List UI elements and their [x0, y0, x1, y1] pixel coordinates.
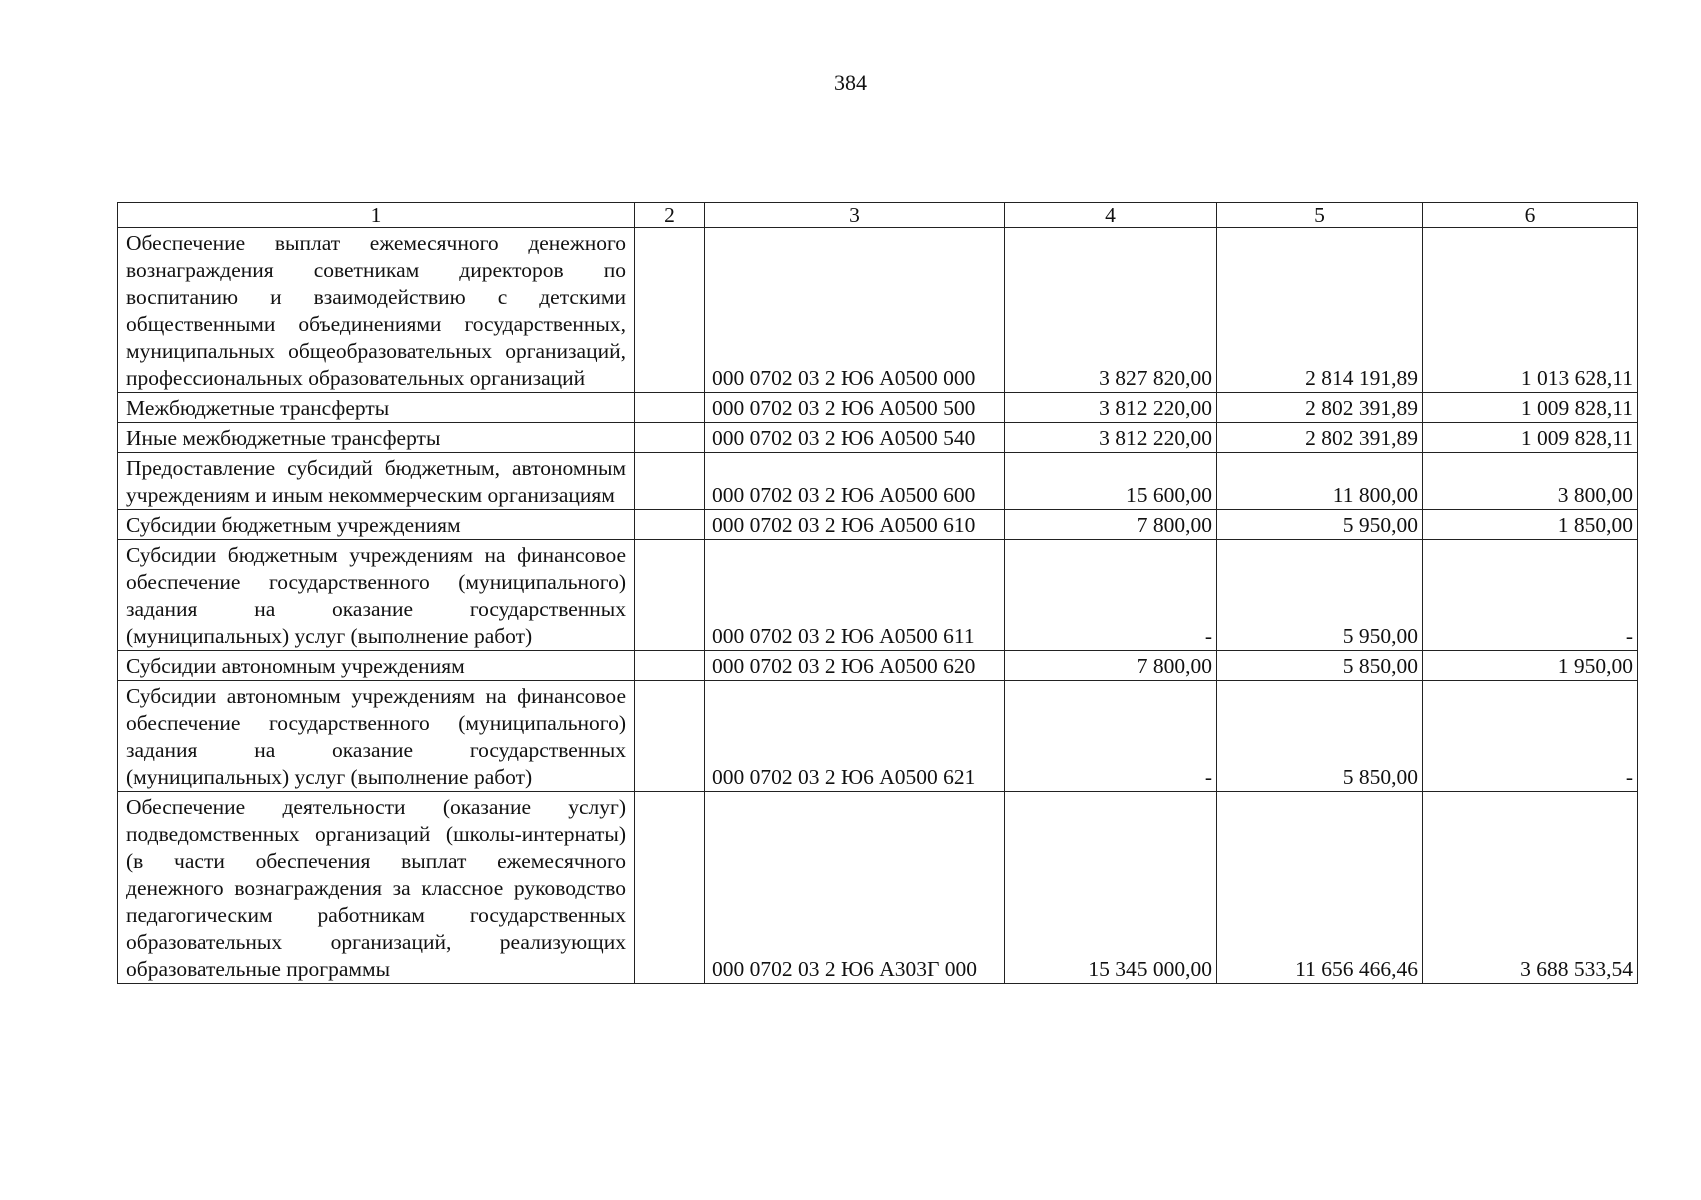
row-col6: 1 950,00	[1423, 651, 1638, 681]
row-code: 000 0702 03 2 Ю6 А0500 611	[705, 540, 1005, 651]
row-col5: 2 802 391,89	[1217, 393, 1423, 423]
row-col4: 3 812 220,00	[1005, 423, 1217, 453]
row-col2	[635, 393, 705, 423]
row-col6: 1 850,00	[1423, 510, 1638, 540]
row-col4: -	[1005, 540, 1217, 651]
column-header-6: 6	[1423, 203, 1638, 228]
column-header-5: 5	[1217, 203, 1423, 228]
row-col5: 2 814 191,89	[1217, 228, 1423, 393]
table-row	[118, 228, 1638, 393]
table-row	[118, 540, 1638, 651]
row-col4: 7 800,00	[1005, 651, 1217, 681]
row-name: Обеспечение выплат ежемесячного денежного вознаграждения советникам директоров по воспитанию и взаимодействию с детскими общественными объединениями государственных, муниципальных общеобразовательных организаций, профессиональных образовательных организаций	[118, 228, 635, 393]
row-col6: 1 009 828,11	[1423, 423, 1638, 453]
row-col4: -	[1005, 681, 1217, 792]
row-code: 000 0702 03 2 Ю6 А0500 000	[705, 228, 1005, 393]
row-col4: 7 800,00	[1005, 510, 1217, 540]
row-col2	[635, 453, 705, 510]
row-name: Предоставление субсидий бюджетным, автономным учреждениям и иным некоммерческим организациям	[118, 453, 635, 510]
row-code: 000 0702 03 2 Ю6 А0500 610	[705, 510, 1005, 540]
page-number: 384	[834, 70, 867, 95]
row-col6: 1 013 628,11	[1423, 228, 1638, 393]
row-col5: 5 950,00	[1217, 540, 1423, 651]
row-name: Субсидии автономным учреждениям на финансовое обеспечение государственного (муниципального) задания на оказание государственных (муниципальных) услуг (выполнение работ)	[118, 681, 635, 792]
row-name: Субсидии бюджетным учреждениям	[118, 510, 635, 540]
row-col2	[635, 681, 705, 792]
row-col2	[635, 651, 705, 681]
row-col5: 2 802 391,89	[1217, 423, 1423, 453]
row-col5: 5 850,00	[1217, 681, 1423, 792]
table-row	[118, 423, 1638, 453]
row-col6: -	[1423, 681, 1638, 792]
row-col4: 15 600,00	[1005, 453, 1217, 510]
row-col4: 3 812 220,00	[1005, 393, 1217, 423]
row-col5: 5 850,00	[1217, 651, 1423, 681]
row-col6: 1 009 828,11	[1423, 393, 1638, 423]
table-row	[118, 510, 1638, 540]
table-row	[118, 393, 1638, 423]
header-row	[118, 203, 1638, 228]
row-code: 000 0702 03 2 Ю6 А0500 500	[705, 393, 1005, 423]
row-col2	[635, 423, 705, 453]
row-col5: 11 656 466,46	[1217, 792, 1423, 984]
row-col6: -	[1423, 540, 1638, 651]
row-name: Субсидии автономным учреждениям	[118, 651, 635, 681]
column-header-3: 3	[705, 203, 1005, 228]
row-col5: 11 800,00	[1217, 453, 1423, 510]
row-name: Обеспечение деятельности (оказание услуг) подведомственных организаций (школы-интернаты) (в части обеспечения выплат ежемесячного денежного вознаграждения за классное руководство педагогическим работникам государственных образовательных организаций, реализующих образовательные программы	[118, 792, 635, 984]
row-col4: 15 345 000,00	[1005, 792, 1217, 984]
row-name: Иные межбюджетные трансферты	[118, 423, 635, 453]
table-row	[118, 681, 1638, 792]
budget-execution-table	[117, 202, 1638, 984]
row-col6: 3 800,00	[1423, 453, 1638, 510]
row-col2	[635, 540, 705, 651]
table-row	[118, 792, 1638, 984]
row-code: 000 0702 03 2 Ю6 А0500 540	[705, 423, 1005, 453]
row-col6: 3 688 533,54	[1423, 792, 1638, 984]
row-col2	[635, 792, 705, 984]
column-header-1: 1	[118, 203, 635, 228]
row-col4: 3 827 820,00	[1005, 228, 1217, 393]
row-col2	[635, 510, 705, 540]
row-name: Субсидии бюджетным учреждениям на финансовое обеспечение государственного (муниципального) задания на оказание государственных (муниципальных) услуг (выполнение работ)	[118, 540, 635, 651]
column-header-2: 2	[635, 203, 705, 228]
row-code: 000 0702 03 2 Ю6 А0500 600	[705, 453, 1005, 510]
row-col5: 5 950,00	[1217, 510, 1423, 540]
row-code: 000 0702 03 2 Ю6 А303Г 000	[705, 792, 1005, 984]
row-code: 000 0702 03 2 Ю6 А0500 620	[705, 651, 1005, 681]
row-col2	[635, 228, 705, 393]
row-code: 000 0702 03 2 Ю6 А0500 621	[705, 681, 1005, 792]
table-row	[118, 651, 1638, 681]
column-header-4: 4	[1005, 203, 1217, 228]
row-name: Межбюджетные трансферты	[118, 393, 635, 423]
table-row	[118, 453, 1638, 510]
